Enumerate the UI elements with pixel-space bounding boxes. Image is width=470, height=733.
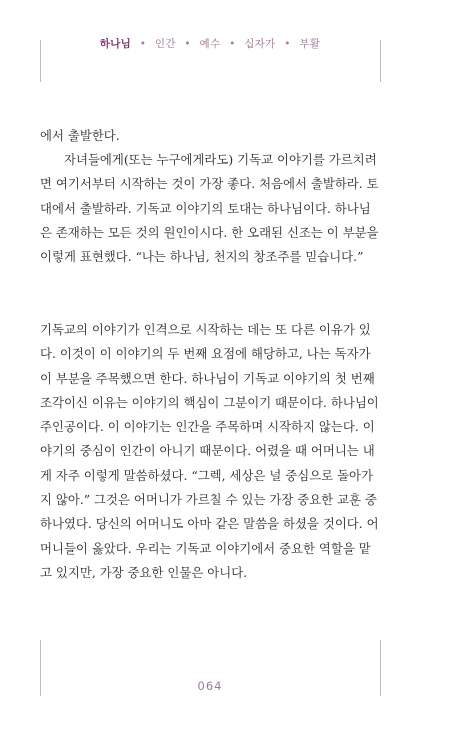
text-line: 주인공이다. 이 이야기는 인간을 주목하며 시작하지 않는다. 이 [40,419,375,435]
text-line: 면 여기서부터 시작하는 것이 가장 좋다. 처음에서 출발하라. 토 [40,176,379,192]
paragraph-1 [40,124,382,148]
margin-rule-right-bottom [380,640,381,696]
header-separator: • [229,38,236,50]
text-line: 조각이신 이유는 이야기의 핵심이 그분이기 때문이다. 하나님이 [40,394,379,410]
paragraph-3 [40,318,382,585]
text-line: 기독교의 이야기가 인격으로 시작하는 데는 또 다른 이유가 있 [40,322,371,337]
header-item-resurrection: 부활 [299,38,321,50]
header-title: 하나님 [99,38,132,50]
header-item-cross: 십자가 [244,38,276,50]
text-line: 지 않아.” 그것은 어머니가 가르칠 수 있는 가장 중요한 교훈 중 [40,492,377,508]
running-header [40,36,380,51]
text-line: 은 존재하는 모든 것의 원인이시다. 한 오래된 신조는 이 부분을 [40,224,379,240]
header-item-jesus: 예수 [199,38,221,50]
margin-rule-right-top [380,40,381,82]
text-line: 야기의 중심이 인간이 아니기 때문이다. 어렸을 때 어머니는 내 [40,443,375,459]
paragraph-2 [40,148,382,269]
text-line: 이 부분을 주목했으면 한다. 하나님이 기독교 이야기의 첫 번째 [40,370,375,386]
text-line: 에서 출발한다. [40,128,120,143]
header-separator: • [284,38,291,50]
text-line: 하나였다. 당신의 어머니도 아마 같은 말씀을 하셨을 것이다. 어 [40,516,379,532]
text-line: 대에서 출발하라. 기독교 이야기의 토대는 하나님이다. 하나님 [40,200,371,216]
page-number: 064 [197,679,223,693]
text-line: 다. 이것이 이 이야기의 두 번째 요점에 해당하고, 나는 독자가 [40,346,371,362]
header-separator: • [184,38,191,50]
text-line: 자녀들에게(또는 누구에게라도) 기독교 이야기를 가르치려 [64,152,377,167]
text-line: 고 있지만, 가장 중요한 인물은 아니다. [40,564,248,580]
header-separator: • [139,38,147,50]
text-line: 게 자주 이렇게 말씀하셨다. “그렉, 세상은 널 중심으로 돌아가 [40,467,373,483]
text-line: 머니들이 옳았다. 우리는 기독교 이야기에서 중요한 역할을 맡 [40,540,371,556]
text-line: 이렇게 표현했다. “나는 하나님, 천지의 창조주를 믿습니다.” [40,249,364,265]
header-item-human: 인간 [154,38,176,50]
